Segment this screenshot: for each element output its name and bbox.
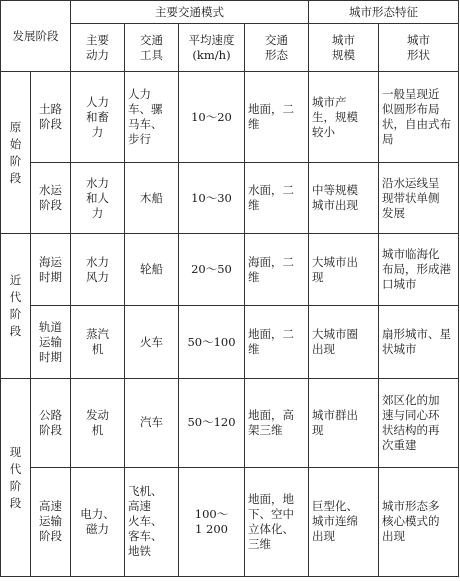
form-cell: 地面，地 下、空中 立体化、 三维 xyxy=(245,467,309,576)
speed-cell: 50～120 xyxy=(179,379,245,467)
table-row xyxy=(1,234,459,305)
tool-cell: 轮船 xyxy=(125,234,179,305)
tool-cell: 人力 车、骡 马车、 步行 xyxy=(125,72,179,162)
shape-cell: 扇形城市、星 状城市 xyxy=(379,305,459,379)
form-cell: 地面，高 架三维 xyxy=(245,379,309,467)
shape-cell: 郊区化的加 速与同心环 状结构的再 次重建 xyxy=(379,379,459,467)
power-cell: 发动 机 xyxy=(71,379,125,467)
speed-cell: 20～50 xyxy=(179,234,245,305)
stage-cell: 海运 时期 xyxy=(31,234,71,305)
scale-cell: 中等规模 城市出现 xyxy=(309,162,379,233)
header-tool: 交通 工具 xyxy=(125,24,179,72)
scale-cell: 城市产 生，规模 较小 xyxy=(309,72,379,162)
tool-cell: 火车 xyxy=(125,305,179,379)
header-power: 主要 动力 xyxy=(71,24,125,72)
stage-cell: 公路 阶段 xyxy=(31,379,71,467)
table-row xyxy=(1,305,459,379)
scale-cell: 巨型化、 城市连绵 出现 xyxy=(309,467,379,576)
table-row xyxy=(1,162,459,233)
table-row xyxy=(1,72,459,162)
header-city-form: 城市形态特征 xyxy=(309,1,459,24)
shape-cell: 城市临海化 布局，形成港 口城市 xyxy=(379,234,459,305)
power-cell: 电力、 磁力 xyxy=(71,467,125,576)
shape-cell: 一般呈现近 似圆形布局 状，自由式布 局 xyxy=(379,72,459,162)
header-transport-mode: 主要交通模式 xyxy=(71,1,309,24)
power-cell: 水力 和人 力 xyxy=(71,162,125,233)
form-cell: 地面，二 维 xyxy=(245,72,309,162)
power-cell: 水力 风力 xyxy=(71,234,125,305)
scale-cell: 城市群出 现 xyxy=(309,379,379,467)
power-cell: 蒸汽 机 xyxy=(71,305,125,379)
header-stage: 发展阶段 xyxy=(1,1,71,72)
tool-cell: 汽车 xyxy=(125,379,179,467)
header-scale: 城市 规模 xyxy=(309,24,379,72)
shape-cell: 沿水运线呈 现带状单侧 发展 xyxy=(379,162,459,233)
tool-cell: 木船 xyxy=(125,162,179,233)
scale-cell: 大城市出 现 xyxy=(309,234,379,305)
group-label: 现 代 阶 段 xyxy=(1,379,31,577)
speed-cell: 50～100 xyxy=(179,305,245,379)
speed-cell: 100～ 1 200 xyxy=(179,467,245,576)
form-cell: 地面，二 维 xyxy=(245,305,309,379)
stage-cell: 高速 运输 阶段 xyxy=(31,467,71,576)
stage-cell: 土路 阶段 xyxy=(31,72,71,162)
stage-cell: 水运 阶段 xyxy=(31,162,71,233)
header-form: 交通 形态 xyxy=(245,24,309,72)
shape-cell: 城市形态多 核心模式的 出现 xyxy=(379,467,459,576)
form-cell: 水面，二 维 xyxy=(245,162,309,233)
group-label: 原 始 阶 段 xyxy=(1,72,31,234)
table-row xyxy=(1,379,459,467)
header-speed: 平均速度 (km/h) xyxy=(179,24,245,72)
header-shape: 城市 形状 xyxy=(379,24,459,72)
form-cell: 海面，二 维 xyxy=(245,234,309,305)
table-row xyxy=(1,467,459,576)
scale-cell: 大城市圈 出现 xyxy=(309,305,379,379)
power-cell: 人力 和畜 力 xyxy=(71,72,125,162)
speed-cell: 10～20 xyxy=(179,72,245,162)
stage-cell: 轨道 运输 时期 xyxy=(31,305,71,379)
speed-cell: 10～30 xyxy=(179,162,245,233)
tool-cell: 飞机、 高速 火车、 客车、 地铁 xyxy=(125,467,179,576)
group-label: 近 代 阶 段 xyxy=(1,234,31,379)
